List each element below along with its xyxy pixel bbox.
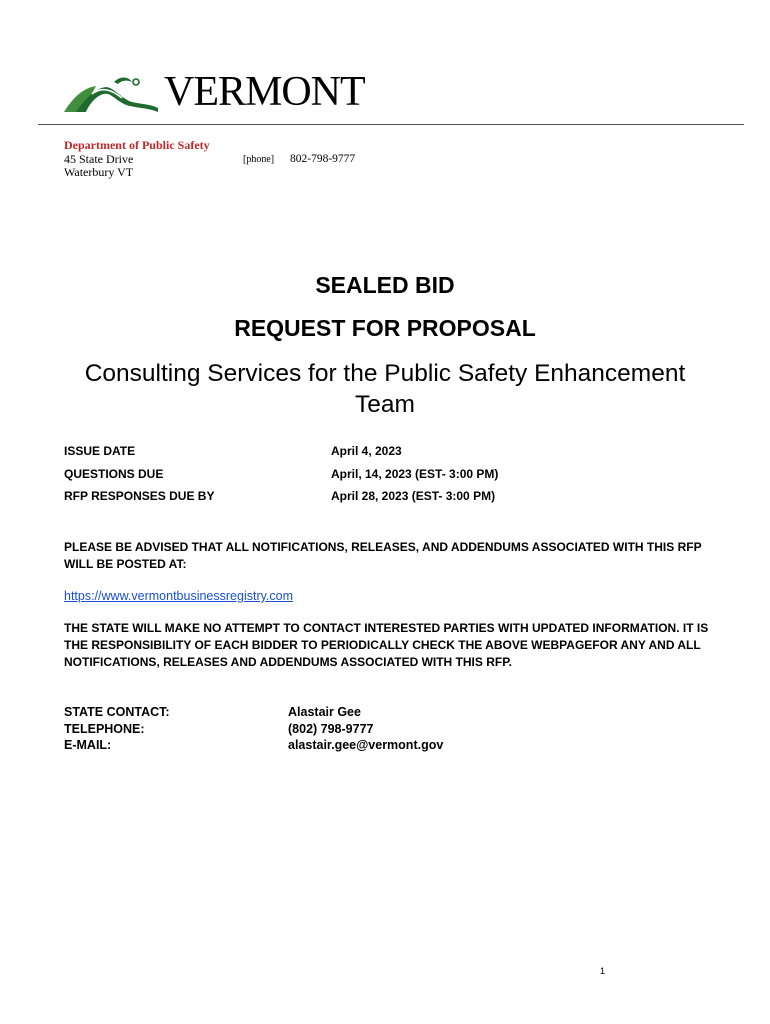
- responsibility-disclaimer: THE STATE WILL MAKE NO ATTEMPT TO CONTACT INTERESTED PARTIES WITH UPDATED INFORMATION. IT IS THE RESPONSIBILITY OF EACH BIDDER TO PERIODICALLY CHECK THE ABOVE WEBPAGEFOR ANY AND ALL NOTIFICATIONS, RELEASES AND ADDENDUMS ASSOCIATED WITH THIS RFP.: [64, 621, 709, 669]
- contact-value: Alastair Gee: [288, 705, 361, 719]
- title-rfp: REQUEST FOR PROPOSAL: [234, 315, 536, 341]
- mountain-logo-icon: [62, 74, 172, 114]
- logo-wordmark: VERMONT: [164, 69, 365, 115]
- date-label: QUESTIONS DUE: [64, 466, 164, 481]
- header-divider: [38, 124, 744, 125]
- department-address: [64, 139, 210, 180]
- address-line-2: Waterbury VT: [64, 165, 134, 179]
- registry-link[interactable]: https://www.vermontbusinessregistry.com: [64, 589, 294, 603]
- contact-value: (802) 798-9777: [288, 721, 374, 736]
- date-value: April, 14, 2023 (EST- 3:00 PM): [331, 466, 499, 481]
- date-label: ISSUE DATE: [64, 444, 136, 458]
- phone-label: [phone]: [243, 154, 275, 165]
- department-name: Department of Public Safety: [64, 138, 210, 152]
- rfp-subtitle: Consulting Services for the Public Safety Enhancement Team: [84, 360, 686, 418]
- address-line-1: 45 State Drive: [64, 151, 134, 166]
- phone-number: 802-798-9777: [290, 153, 356, 165]
- contact-label: TELEPHONE:: [64, 721, 145, 736]
- posting-notice: PLEASE BE ADVISED THAT ALL NOTIFICATIONS, RELEASES, AND ADDENDUMS ASSOCIATED WITH THIS RFP WILL BE POSTED AT:: [64, 540, 702, 571]
- vermont-logo: [62, 69, 365, 115]
- contact-label: E-MAIL:: [64, 738, 112, 752]
- contact-label: STATE CONTACT:: [64, 705, 170, 719]
- page-number: 1: [600, 966, 606, 976]
- date-label: RFP RESPONSES DUE BY: [64, 489, 215, 503]
- title-sealed-bid: SEALED BID: [315, 272, 455, 298]
- date-value: April 4, 2023: [331, 444, 402, 458]
- date-value: April 28, 2023 (EST- 3:00 PM): [331, 489, 496, 503]
- contact-value: alastair.gee@vermont.gov: [288, 738, 444, 752]
